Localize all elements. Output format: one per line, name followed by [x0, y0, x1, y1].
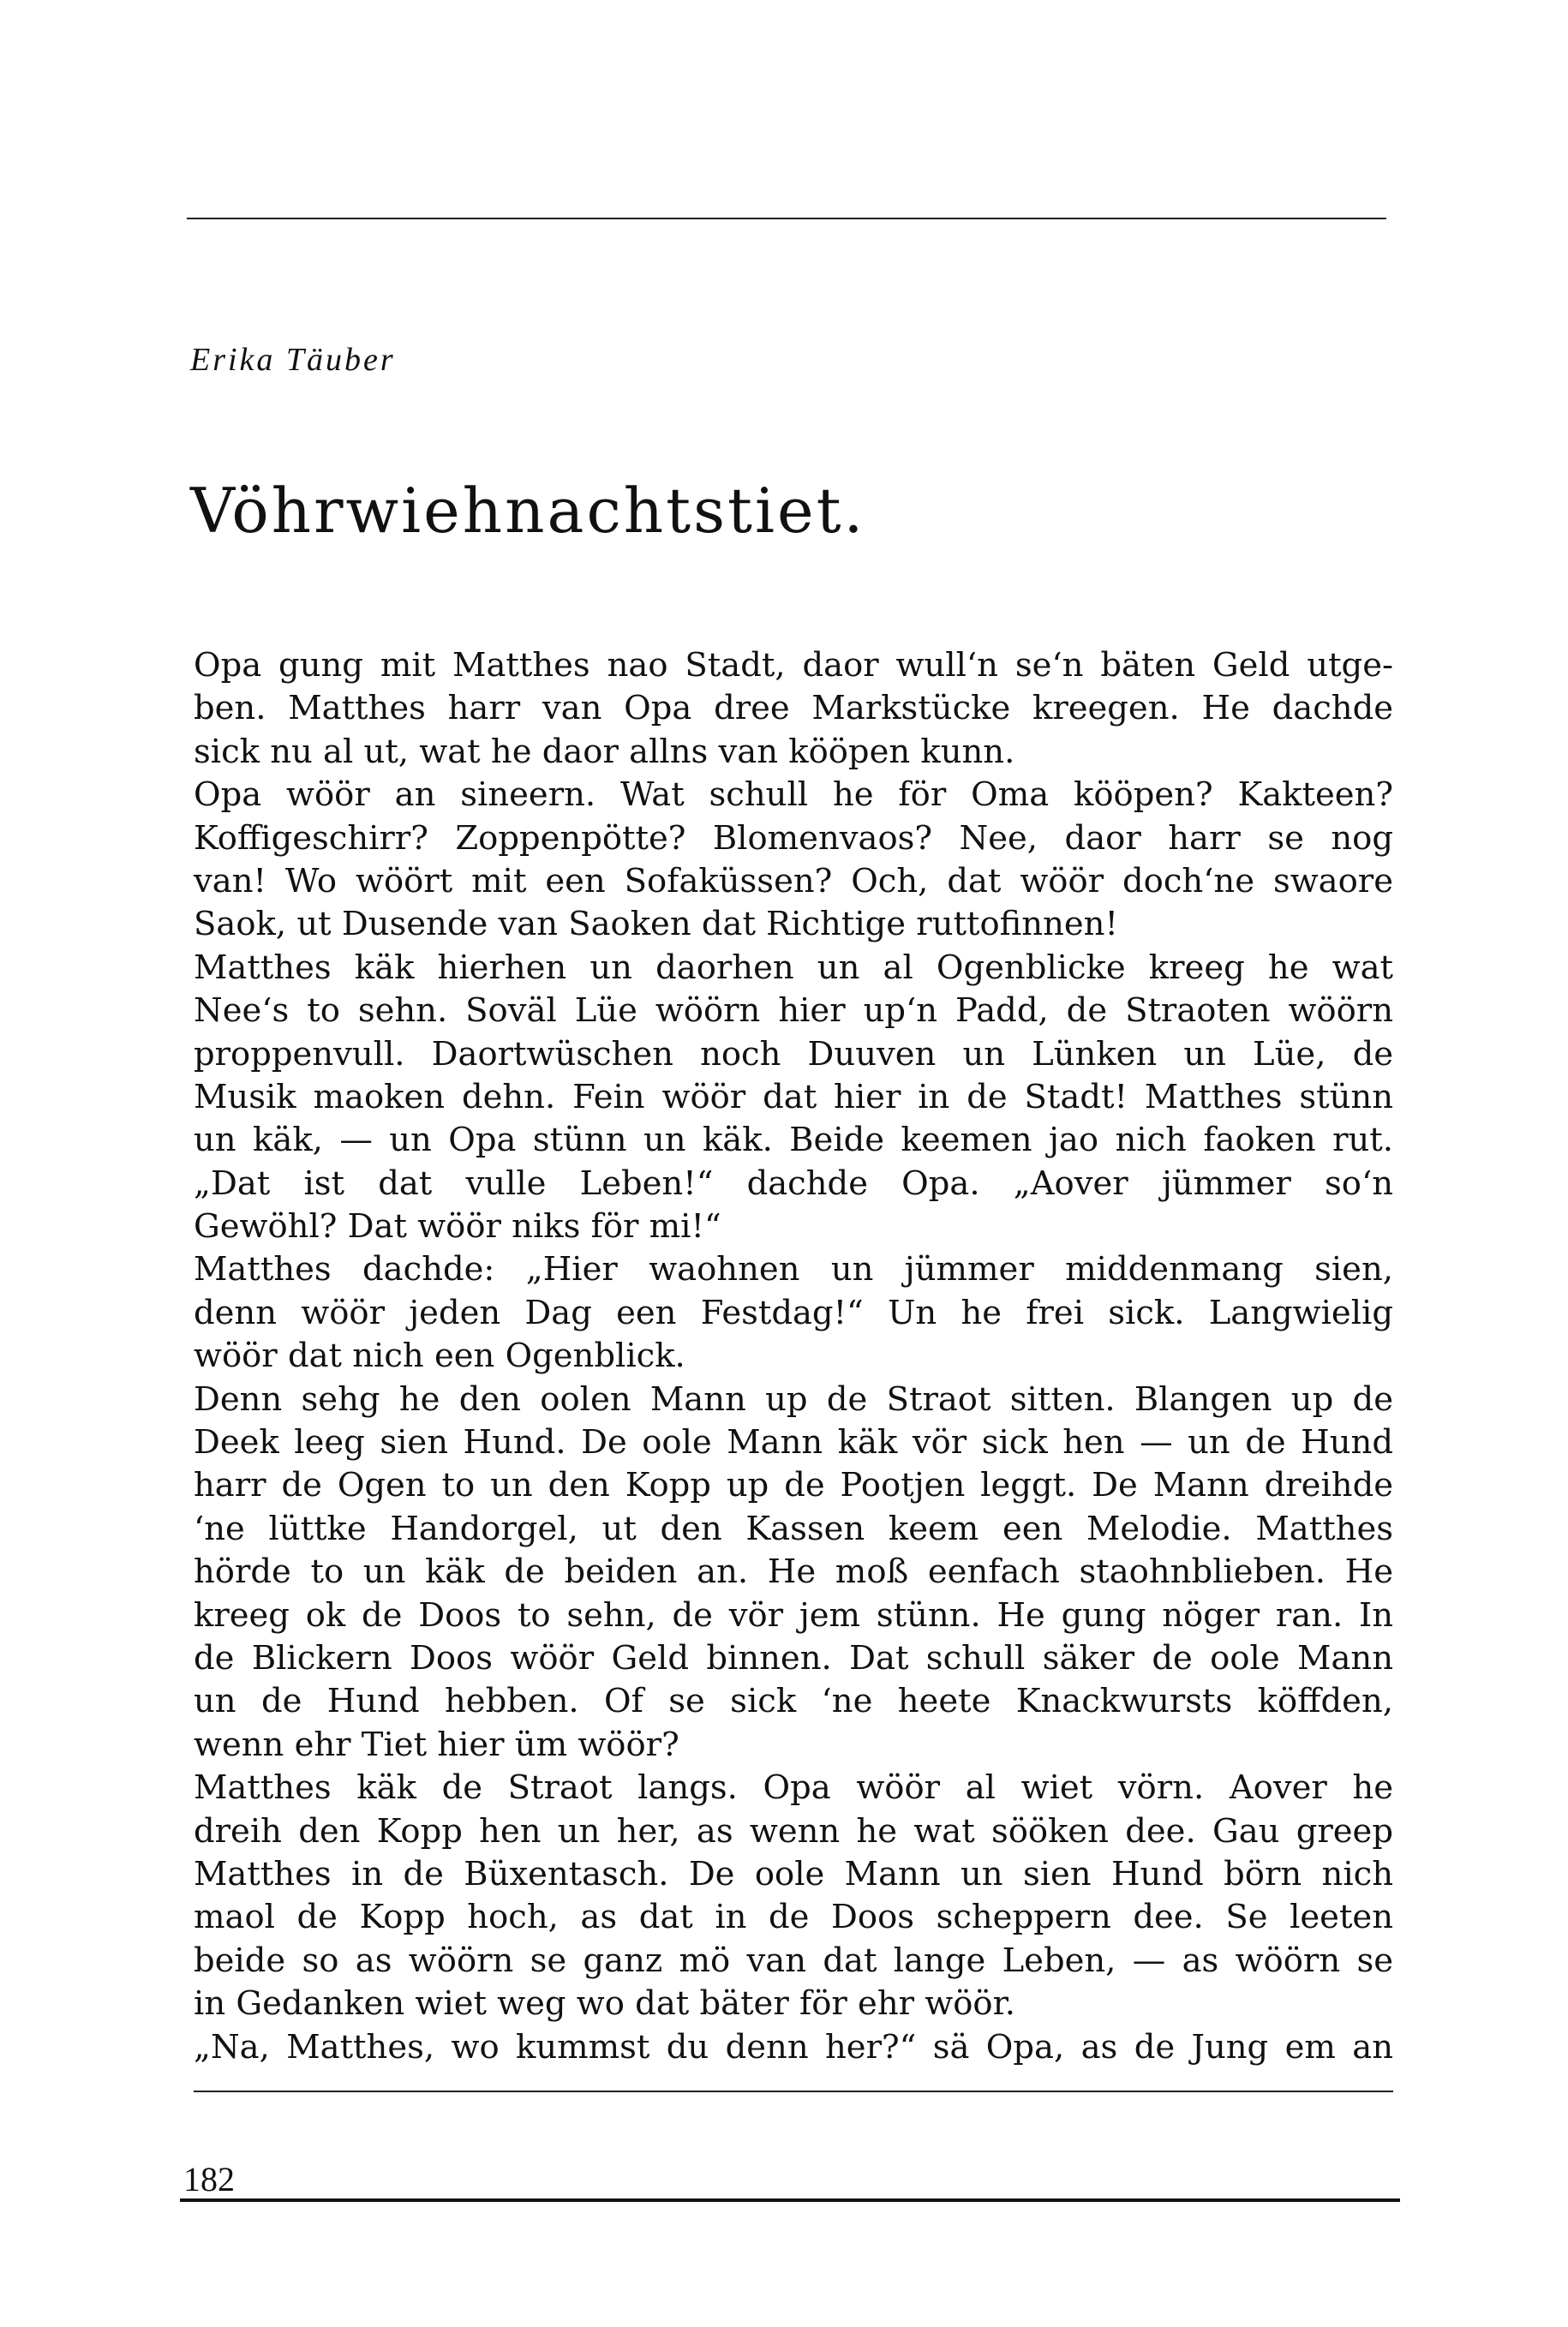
author-name: Erika Täuber [190, 342, 396, 378]
text-line: Matthes käk de Straot langs. Opa wöör al wiet vörn. Aover he [194, 1768, 1393, 1808]
text-line: Koffigeschirr? Zoppenpötte? Blomenvaos? Nee, daor harr se nog [194, 818, 1393, 858]
text-line: beide so as wöörn se ganz mö van dat lange Leben, — as wöörn se [194, 1941, 1393, 1980]
page-number: 182 [183, 2160, 235, 2198]
text-line: „Dat ist dat vulle Leben!“ dachde Opa. „Aover jümmer so‘n [194, 1164, 1393, 1203]
text-line: van! Wo wöört mit een Sofaküssen? Och, dat wöör doch‘ne swaore [194, 861, 1393, 900]
text-line: un käk, — un Opa stünn un käk. Beide keemen jao nich faoken rut. [194, 1121, 1393, 1160]
text-line: un de Hund hebben. Of se sick ‘ne heete Knackwursts köffden, [194, 1682, 1393, 1721]
text-line: „Na, Matthes, wo kummst du denn her?“ sä Opa, as de Jung em an [194, 2027, 1393, 2067]
text-line: Gewöhl? Dat wöör niks för mi!“ [194, 1207, 721, 1247]
text-line: Musik maoken dehn. Fein wöör dat hier in de Stadt! Matthes stünn [194, 1077, 1393, 1116]
text-line: Nee‘s to sehn. Soväl Lüe wöörn hier up‘n Padd, de Straoten wöörn [194, 991, 1393, 1031]
text-line: Opa gung mit Matthes nao Stadt, daor wull‘n se‘n bäten Geld utge- [194, 646, 1393, 685]
text-line: Denn sehg he den oolen Mann up de Straot sitten. Blangen up de [194, 1379, 1393, 1419]
text-line: hörde to un käk de beiden an. He moß eenfach staohnblieben. He [194, 1552, 1393, 1592]
text-line: ‘ne lüttke Handorgel, ut den Kassen keem een Melodie. Matthes [194, 1509, 1393, 1548]
bottom-rule [194, 2091, 1393, 2092]
text-line: maol de Kopp hoch, as dat in de Doos scheppern dee. Se leeten [194, 1898, 1393, 1937]
text-line: Deek leeg sien Hund. De oole Mann käk vör sick hen — un de Hund [194, 1423, 1393, 1463]
text-line: ben. Matthes harr van Opa dree Markstücke kreegen. He dachde [194, 689, 1393, 728]
text-line: Opa wöör an sineern. Wat schull he för Oma kööpen? Kakteen? [194, 775, 1393, 815]
text-line: wenn ehr Tiet hier üm wöör? [194, 1725, 679, 1764]
text-line: sick nu al ut, wat he daor allns van kööpen kunn. [194, 732, 1015, 771]
top-rule [187, 218, 1386, 219]
text-line: kreeg ok de Doos to sehn, de vör jem stünn. He gung nöger ran. In [194, 1595, 1393, 1635]
text-line: denn wöör jeden Dag een Festdag!“ Un he frei sick. Langwielig [194, 1293, 1393, 1332]
text-line: Saok, ut Dusende van Saoken dat Richtige ruttofinnen! [194, 905, 1118, 944]
text-line: Matthes käk hierhen un daorhen un al Ogenblicke kreeg he wat [194, 948, 1393, 987]
text-line: de Blickern Doos wöör Geld binnen. Dat schull säker de oole Mann [194, 1638, 1393, 1678]
text-line: Matthes dachde: „Hier waohnen un jümmer middenmang sien, [194, 1250, 1393, 1289]
text-line: dreih den Kopp hen un her, as wenn he wat sööken dee. Gau greep [194, 1811, 1393, 1851]
text-line: proppenvull. Daortwüschen noch Duuven un Lünken un Lüe, de [194, 1034, 1393, 1074]
text-line: wöör dat nich een Ogenblick. [194, 1337, 685, 1376]
text-line: harr de Ogen to un den Kopp up de Pootjen leggt. De Mann dreihde [194, 1466, 1393, 1505]
footer-rule [180, 2198, 1400, 2202]
body-text [194, 644, 1393, 2069]
text-line: Matthes in de Büxentasch. De oole Mann un sien Hund börn nich [194, 1854, 1393, 1893]
page-title: Vöhrwiehnachtstiet. [190, 475, 866, 547]
text-line: in Gedanken wiet weg wo dat bäter för ehr wöör. [194, 1984, 1016, 2024]
